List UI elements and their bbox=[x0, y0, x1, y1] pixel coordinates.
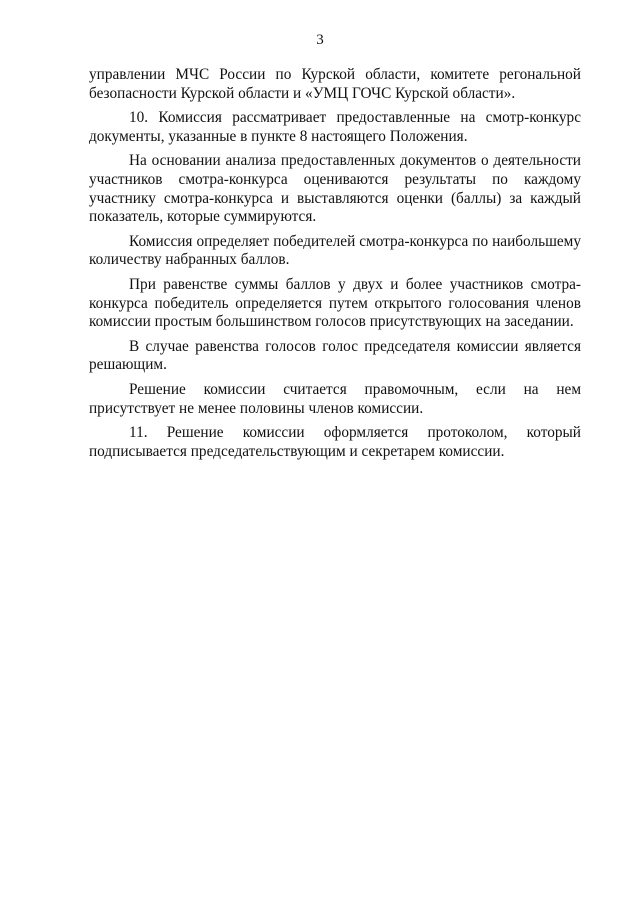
paragraph-winners: Комиссия определяет победителей смотра-конкурса по наибольшему количеству набранных баллов. bbox=[89, 232, 581, 269]
paragraph-analysis: На основании анализа предоставленных документов о деятельности участников смотра-конкурса оцениваются результаты по каждому участнику смотра-конкурса и выставляются оценки (баллы) за каждый показатель, которые суммируются. bbox=[89, 152, 581, 226]
paragraph-continuation: управлении МЧС России по Курской области, комитете регональной безопасности Курской области и «УМЦ ГОЧС Курской области». bbox=[89, 66, 581, 102]
paragraph-tie-vote: В случае равенства голосов голос председателя комиссии является решающим. bbox=[89, 337, 581, 374]
paragraph-item-11: 11. Решение комиссии оформляется протоколом, который подписывается председательствующим и секретарем комиссии. bbox=[89, 424, 581, 460]
page-number: 3 bbox=[316, 32, 324, 48]
document-body bbox=[89, 66, 581, 467]
paragraph-equal-scores: При равенстве суммы баллов у двух и более участников смотра-конкурса победитель определяется путем открытого голосования членов комиссии простым большинством голосов присутствующих на заседании. bbox=[89, 275, 581, 331]
paragraph-quorum: Решение комиссии считается правомочным, если на нем присутствует не менее половины членов комиссии. bbox=[89, 380, 581, 417]
paragraph-item-10: 10. Комиссия рассматривает предоставленные на смотр-конкурс документы, указанные в пункте 8 настоящего Положения. bbox=[89, 109, 581, 145]
